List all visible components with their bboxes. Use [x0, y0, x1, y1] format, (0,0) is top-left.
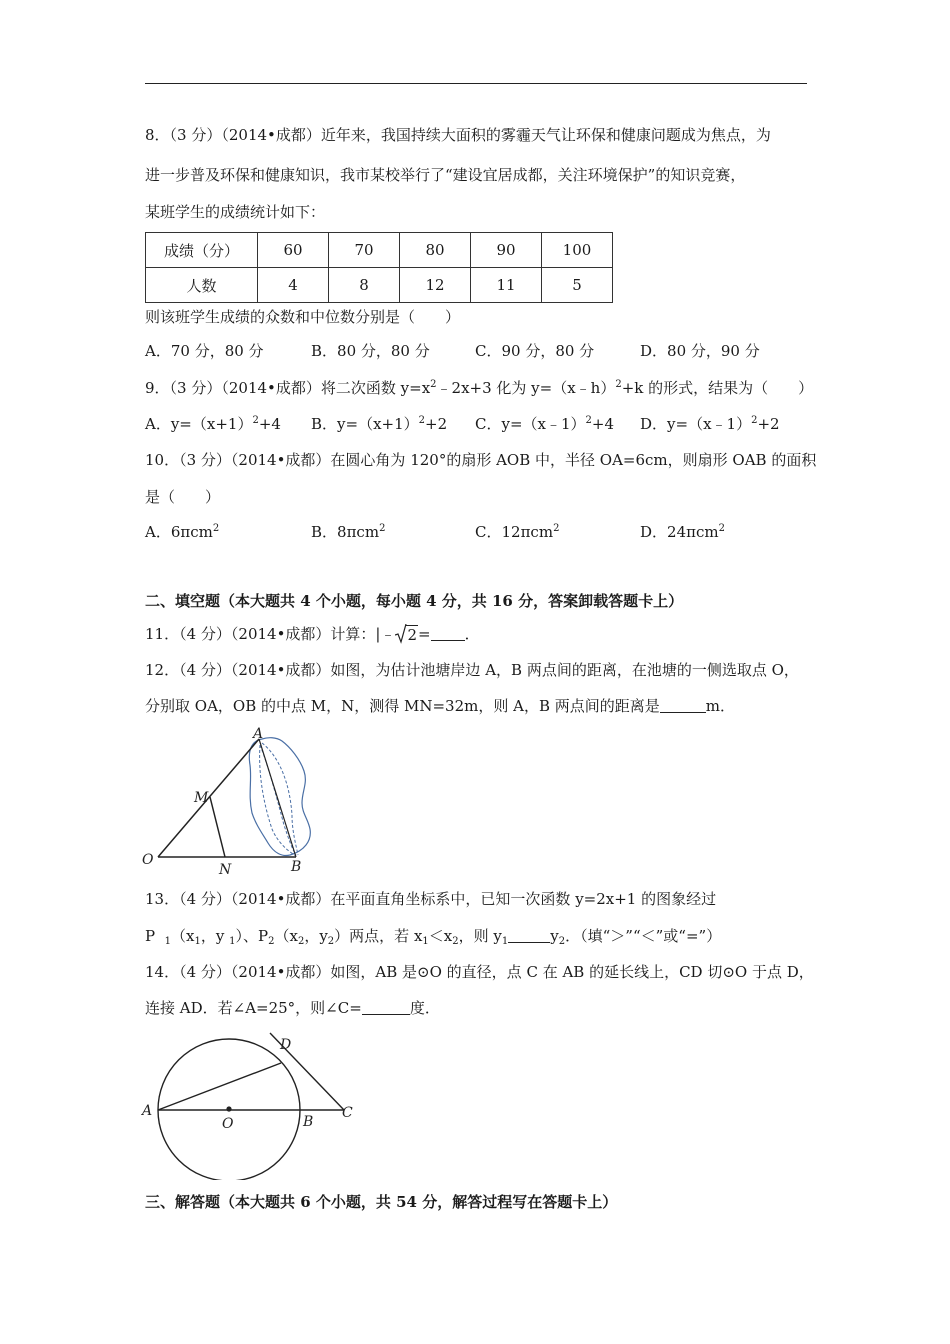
- q14-line2-end: 度．: [409, 999, 440, 1017]
- table-row: [146, 268, 613, 303]
- q9-option-d-text: D．y=（x﹣1）: [640, 415, 752, 433]
- q13-line2: [145, 926, 721, 946]
- q9-option-a-text: A．y=（x+1）: [145, 415, 253, 433]
- q13-sub: 1: [422, 936, 429, 947]
- q13-text: （x: [274, 927, 298, 945]
- q9-stem-a: 9．（3 分）（2014•成都）将二次函数 y=x: [145, 379, 431, 397]
- q11-suffix: =: [418, 625, 431, 643]
- q11-end: ．: [464, 625, 480, 643]
- q13-sub: 2: [327, 936, 335, 947]
- label-c: C: [342, 1105, 353, 1121]
- q11-prefix: 11．（4 分）（2014•成都）计算：|﹣: [145, 625, 396, 643]
- q9-option-c-text: C．y=（x﹣1）: [475, 415, 586, 433]
- segment-mn: [210, 797, 225, 857]
- q9-option-c: [475, 414, 614, 434]
- q13-sub: 1: [501, 936, 509, 947]
- q14-answer-blank[interactable]: [362, 999, 410, 1015]
- label-n: N: [219, 862, 232, 875]
- table-cell: 8: [329, 268, 400, 303]
- table-cell: 80: [400, 233, 471, 268]
- table-cell: 5: [542, 268, 613, 303]
- q10-option-d-exp: 2: [718, 523, 725, 534]
- label-d: D: [280, 1037, 292, 1053]
- table-cell: 12: [400, 268, 471, 303]
- table-header-cell: 人数: [146, 268, 258, 303]
- q9-stem-c: +k 的形式，结果为（ ）: [621, 379, 814, 397]
- q8-question: 则该班学生成绩的众数和中位数分别是（ ）: [145, 308, 461, 326]
- q11-line: [145, 624, 480, 645]
- q13-text: y: [550, 927, 559, 945]
- label-b: B: [303, 1114, 314, 1130]
- q8-option-a: A．70 分，80 分: [145, 342, 264, 360]
- q12-line1: 12．（4 分）（2014•成都）如图，为估计池塘岸边 A，B 两点间的距离，在池塘的一侧选取点 O，: [145, 661, 799, 679]
- label-a: A: [142, 1103, 153, 1119]
- q9-option-d-tail: +2: [757, 415, 780, 433]
- table-cell: 4: [258, 268, 329, 303]
- pond-inner-dash-2: [262, 743, 298, 855]
- q10-option-a-exp: 2: [212, 523, 220, 534]
- q9-option-b: [311, 414, 447, 434]
- q9-option-a: [145, 414, 281, 434]
- q10-option-c: [475, 522, 559, 542]
- q8-option-d: D．80 分，90 分: [640, 342, 760, 360]
- q13-sub: 1: [229, 936, 236, 947]
- sqrt-symbol: [395, 625, 418, 645]
- table-row: [146, 233, 613, 268]
- q9-option-d-exp: 2: [751, 415, 758, 426]
- q13-sub: 1: [164, 936, 172, 947]
- q13-text: ）、P: [235, 927, 269, 945]
- q10-option-c-exp: 2: [553, 523, 560, 534]
- q10-option-a: [145, 522, 219, 542]
- q9-exp1: 2: [430, 379, 437, 390]
- q9-option-d: [640, 414, 780, 434]
- q10-option-c-text: C．12πcm: [475, 523, 554, 541]
- q9-stem: [145, 378, 813, 398]
- q10-option-d-text: D．24πcm: [640, 523, 719, 541]
- q13-sub: 2: [452, 936, 459, 947]
- q12-line2-end: m．: [705, 697, 735, 715]
- q13-text: （x: [171, 927, 195, 945]
- q13-text: ，则 y: [458, 927, 502, 945]
- q11-answer-blank[interactable]: [431, 625, 465, 641]
- q9-option-b-tail: +2: [425, 415, 448, 433]
- label-m: M: [194, 790, 209, 806]
- segment-ad: [158, 1063, 281, 1110]
- q10-option-b-text: B．8πcm: [311, 523, 380, 541]
- table-cell: 90: [471, 233, 542, 268]
- segment-oa: [158, 739, 259, 857]
- q9-option-a-exp: 2: [252, 415, 259, 426]
- q10-option-b-exp: 2: [379, 523, 386, 534]
- q12-answer-blank[interactable]: [660, 697, 706, 713]
- q13-answer-blank[interactable]: [508, 927, 550, 943]
- q13-text: ＜x: [428, 927, 453, 945]
- q13-text: ，y: [200, 927, 225, 945]
- table-cell: 11: [471, 268, 542, 303]
- q9-option-b-exp: 2: [418, 415, 426, 426]
- q13-text: ，y: [304, 927, 328, 945]
- section3-heading: 三、解答题（本大题共 6 个小题，共 54 分，解答过程写在答题卡上）: [145, 1193, 618, 1211]
- q12-line2-text: 分别取 OA，OB 的中点 M，N，测得 MN=32m，则 A，B 两点间的距离是: [145, 697, 660, 715]
- section2-heading: 二、填空题（本大题共 4 个小题，每小题 4 分，共 16 分，答案卸载答题卡上）: [145, 592, 684, 610]
- label-b: B: [291, 859, 302, 875]
- q9-option-a-tail: +4: [258, 415, 281, 433]
- q13-text: ）两点，若 x: [334, 927, 423, 945]
- q13-sub: 2: [297, 936, 305, 947]
- q9-option-c-exp: 2: [585, 415, 592, 426]
- q10-option-a-text: A．6πcm: [145, 523, 213, 541]
- q8-line3: 某班学生的成绩统计如下：: [145, 203, 326, 221]
- q13-sub: 2: [268, 936, 275, 947]
- table-header-cell: 成绩（分）: [146, 233, 258, 268]
- radical-sign-icon: [395, 624, 407, 644]
- score-table: [145, 232, 613, 303]
- q10-line1: 10．（3 分）（2014•成都）在圆心角为 120°的扇形 AOB 中，半径 OA=6cm，则扇形 OAB 的面积: [145, 451, 817, 469]
- table-cell: 60: [258, 233, 329, 268]
- q9-exp2: 2: [615, 379, 622, 390]
- q8-option-b: B．80 分，80 分: [311, 342, 430, 360]
- pond-figure: [140, 725, 330, 875]
- q9-option-b-text: B．y=（x+1）: [311, 415, 419, 433]
- q10-line2: 是（ ）: [145, 488, 221, 506]
- q13-sub: 1: [194, 936, 201, 947]
- label-o: O: [222, 1116, 234, 1132]
- table-cell: 100: [542, 233, 613, 268]
- header-rule: [145, 83, 807, 84]
- q8-line1: 8．（3 分）（2014•成都）近年来，我国持续大面积的雾霾天气让环保和健康问题成为焦点，为: [145, 126, 771, 144]
- q13-line1: 13．（4 分）（2014•成都）在平面直角坐标系中，已知一次函数 y=2x+1 的图象经过: [145, 890, 717, 908]
- q8-option-c: C．90 分，80 分: [475, 342, 595, 360]
- q11-radicand: 2: [407, 626, 418, 644]
- label-o: O: [142, 852, 154, 868]
- q13-text: ．（填“＞”“＜”或“=”）: [565, 927, 722, 945]
- q14-line2-text: 连接 AD．若∠A=25°，则∠C=: [145, 999, 362, 1017]
- q14-line1: 14．（4 分）（2014•成都）如图，AB 是⊙O 的直径，点 C 在 AB 的延长线上，CD 切⊙O 于点 D，: [145, 963, 814, 981]
- q9-option-c-tail: +4: [591, 415, 615, 433]
- label-a: A: [253, 726, 264, 742]
- circle-figure: [140, 1030, 370, 1180]
- q12-line2: [145, 696, 735, 716]
- q13-sub: 2: [558, 936, 566, 947]
- pond-outline: [249, 738, 310, 856]
- q14-line2: [145, 998, 440, 1018]
- center-dot: [226, 1106, 231, 1111]
- q8-line2: 进一步普及环保和健康知识，我市某校举行了“建设宜居成都，关注环境保护”的知识竞赛，: [145, 166, 746, 184]
- q13-text: P: [145, 927, 156, 945]
- table-cell: 70: [329, 233, 400, 268]
- q10-option-d: [640, 522, 725, 542]
- q9-stem-b: ﹣2x+3 化为 y=（x﹣h）: [436, 379, 616, 397]
- q10-option-b: [311, 522, 385, 542]
